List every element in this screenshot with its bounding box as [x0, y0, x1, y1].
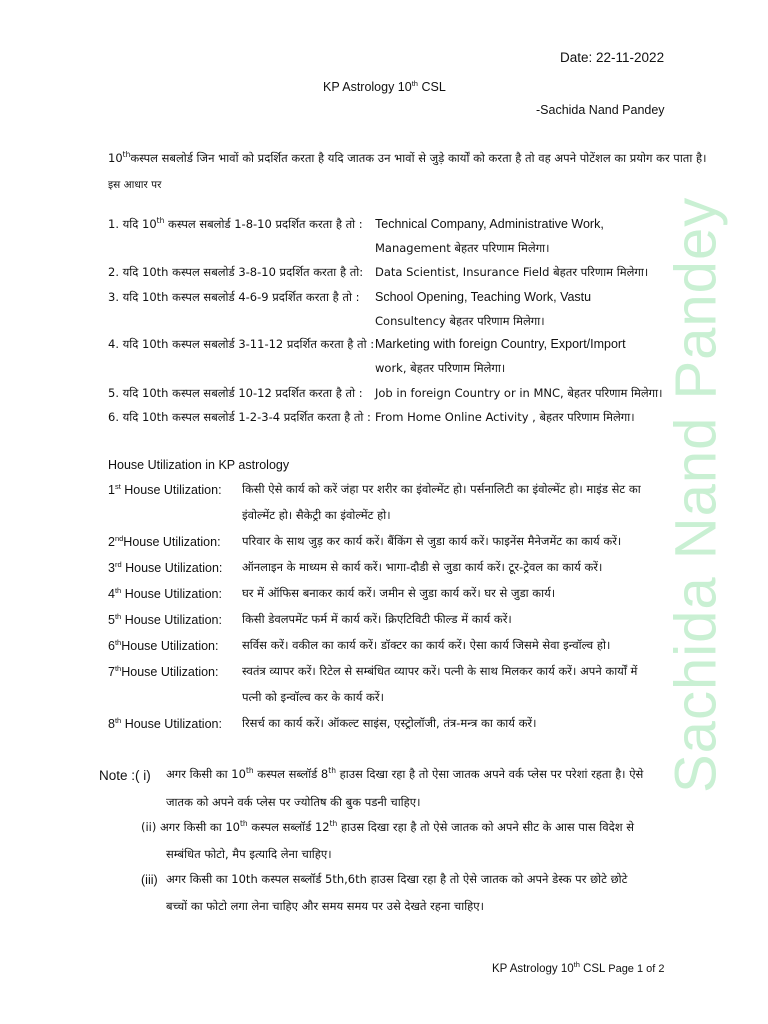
house-label: [108, 639, 218, 653]
footer: [492, 960, 665, 975]
list-item-right: School Opening, Teaching Work, Vastu: [375, 290, 592, 304]
list-item-left: 4. यदि 10th कस्पल सबलोर्ड 3-11-12 प्रदर्शित करता है तो :: [108, 337, 375, 351]
house-sup: rd: [114, 559, 122, 569]
house-sup: th: [114, 611, 122, 621]
house-text: स्वतंत्र व्यापर करें। रिटेल से सम्बंधित व्यापर करें। पत्नी के साथ मिलकर कार्य करें। अपने कार्यों में: [242, 664, 638, 678]
house-text: रिसर्च का कार्य करें। ऑकल्ट साइंस, एस्ट्रोलॉजी, तंत्र-मन्त्र का कार्य करें।: [242, 716, 537, 730]
note-sup: th: [328, 766, 336, 776]
list-item-right: Data Scientist, Insurance Field बेहतर परिणाम मिलेगा।: [375, 265, 649, 279]
house-heading: House Utilization in KP astrology: [108, 458, 290, 472]
note-text: (ii) अगर किसी का 10: [141, 820, 240, 834]
note-1-line-1: [166, 767, 643, 782]
house-sup: nd: [114, 533, 124, 543]
list-item-right-cont: Consultency बेहतर परिणाम मिलेगा।: [375, 314, 545, 328]
note-sup: th: [245, 766, 254, 776]
intro-num: 10: [108, 151, 123, 165]
note-text: कस्पल सब्लॉर्ड 12: [247, 820, 330, 834]
house-num: 7: [108, 665, 115, 679]
list-item-right-cont: work, बेहतर परिणाम मिलेगा।: [375, 361, 506, 375]
list-item-right: From Home Online Activity , बेहतर परिणाम मिलेगा।: [375, 410, 635, 424]
intro-text: कस्पल सबलोर्ड जिन भावों को प्रदर्शित करता है यदि जातक उन भावों से जुड़े कार्यों को करता है तो वह अपने पोटेंशल का प्रयोग कर पाता है।: [130, 151, 707, 165]
house-label-text: House Utilization:: [120, 483, 222, 497]
house-label: [108, 665, 218, 679]
house-label-text: House Utilization:: [121, 613, 222, 627]
house-text-cont: पत्नी को इन्वॉल्व कर के कार्य करें।: [242, 690, 384, 704]
note-3-line-1: अगर किसी का 10th कस्पल सब्लॉर्ड 5th,6th हाउस दिखा रहा है तो ऐसे जातक को अपने डेस्क पर छोटे छोटे: [166, 872, 628, 886]
house-num: 8: [108, 717, 115, 731]
note-sup: th: [329, 819, 338, 829]
house-label-text: House Utilization:: [121, 639, 219, 653]
list-item-left: 5. यदि 10th कस्पल सबलोर्ड 10-12 प्रदर्शित करता है तो :: [108, 386, 363, 400]
page-number: Page 1 of 2: [608, 963, 665, 975]
document-date: Date: 22-11-2022: [560, 50, 665, 65]
house-label-text: House Utilization:: [121, 561, 223, 575]
intro-sup: th: [122, 150, 131, 160]
note-text: अगर किसी का 10: [166, 767, 246, 781]
house-label: [108, 561, 222, 575]
intro-line-1: [108, 151, 706, 166]
house-text: सर्विस करें। वकील का कार्य करें। डॉक्टर का कार्य करें। ऐसा कार्य जिसमे सेवा इन्वॉल्व हो।: [242, 638, 611, 652]
house-num: 4: [108, 587, 115, 601]
note-label: Note :( i): [99, 768, 151, 783]
intro-line-2: इस आधार पर: [108, 179, 162, 191]
list-item-right: Marketing with foreign Country, Export/Import: [375, 337, 626, 351]
house-label: [108, 535, 221, 549]
list-item-text-post: कस्पल सबलोर्ड 1-8-10 प्रदर्शित करता है तो :: [164, 217, 363, 231]
list-item-right-cont: Management बेहतर परिणाम मिलेगा।: [375, 241, 550, 255]
title-text: KP Astrology 10: [323, 80, 412, 94]
house-text: परिवार के साथ जुड़ कर कार्य करें। बैंकिंग से जुडा कार्य करें। फाइनेंस मैनेजमेंट का कार्य करें।: [242, 534, 622, 548]
title-text-post: CSL: [417, 80, 446, 94]
house-text: किसी डेवलपमेंट फर्म में कार्य करें। क्रिएटिविटी फील्ड में कार्य करें।: [242, 612, 512, 626]
note-sup: th: [239, 819, 248, 829]
document-title: [323, 80, 446, 94]
house-sup: th: [114, 715, 122, 725]
note-text: कस्पल सब्लॉर्ड 8: [253, 767, 329, 781]
list-item-left: 3. यदि 10th कस्पल सबलोर्ड 4-6-9 प्रदर्शित करता है तो :: [108, 290, 360, 304]
list-item-left: 2. यदि 10th कस्पल सबलोर्ड 3-8-10 प्रदर्शित करता है तो:: [108, 265, 364, 279]
note-2-line-1: [141, 820, 634, 835]
document-author: -Sachida Nand Pandey: [536, 103, 665, 117]
house-num: 6: [108, 639, 115, 653]
footer-title-post: CSL: [579, 963, 606, 975]
list-item-text: 1. यदि 10: [108, 217, 157, 231]
house-label: [108, 717, 222, 731]
house-num: 1: [108, 483, 115, 497]
house-sup: th: [114, 663, 122, 673]
note-text: हाउस दिखा रहा है तो ऐसे जातक को अपने सीट के आस पास विदेश से: [337, 820, 635, 834]
list-item-left: [108, 217, 363, 232]
house-num: 5: [108, 613, 115, 627]
footer-title: KP Astrology 10: [492, 963, 574, 975]
footer-sup: th: [573, 960, 580, 970]
house-num: 3: [108, 561, 115, 575]
house-text: ऑनलाइन के माध्यम से कार्य करें। भागा-दौडी से जुडा कार्य करें। टूर-ट्रेवल का कार्य करें।: [242, 560, 603, 574]
house-sup: st: [114, 481, 121, 491]
house-label-text: House Utilization:: [121, 717, 222, 731]
note-1-line-2: जातक को अपने वर्क प्लेस पर ज्योतिष की बुक पडनी चाहिए।: [166, 795, 421, 809]
author-watermark: Sachida Nand Pandey: [663, 196, 729, 794]
house-label-text: House Utilization:: [121, 587, 222, 601]
house-label: [108, 483, 222, 497]
house-sup: th: [114, 585, 122, 595]
house-label: [108, 613, 222, 627]
list-item-right: Technical Company, Administrative Work,: [375, 217, 604, 231]
list-item-right: Job in foreign Country or in MNC, बेहतर परिणाम मिलेगा।: [375, 386, 663, 400]
house-label-text: House Utilization:: [121, 665, 219, 679]
house-label-text: House Utilization:: [123, 535, 221, 549]
list-item-sup: th: [156, 216, 165, 226]
note-3-label: (iii): [141, 873, 158, 887]
house-sup: th: [114, 637, 122, 647]
note-3-line-2: बच्चों का फोटो लगा लेना चाहिए और समय समय पर उसे देखते रहना चाहिए।: [166, 899, 485, 913]
list-item-left: 6. यदि 10th कस्पल सबलोर्ड 1-2-3-4 प्रदर्शित करता है तो :: [108, 410, 371, 424]
note-text: हाउस दिखा रहा है तो ऐसा जातक अपने वर्क प्लेस पर परेशां रहता है। ऐसे: [335, 767, 644, 781]
title-sup: th: [411, 78, 418, 88]
house-text: घर में ऑफिस बनाकर कार्य करें। जमीन से जुडा कार्य करें। घर से जुडा कार्य।: [242, 586, 556, 600]
note-2-line-2: सम्बंधित फोटो, मैप इत्यादि लेना चाहिए।: [166, 847, 332, 861]
house-label: [108, 587, 222, 601]
house-text: किसी ऐसे कार्य को करें जंहा पर शरीर का इंवोल्मेंट हो। पर्सनालिटी का इंवोल्मेंट हो। माइंड सेट का: [242, 482, 641, 496]
house-num: 2: [108, 535, 115, 549]
house-text-cont: इंवोल्मेंट हो। सैकेट्री का इंवोल्मेंट हो।: [242, 508, 391, 522]
